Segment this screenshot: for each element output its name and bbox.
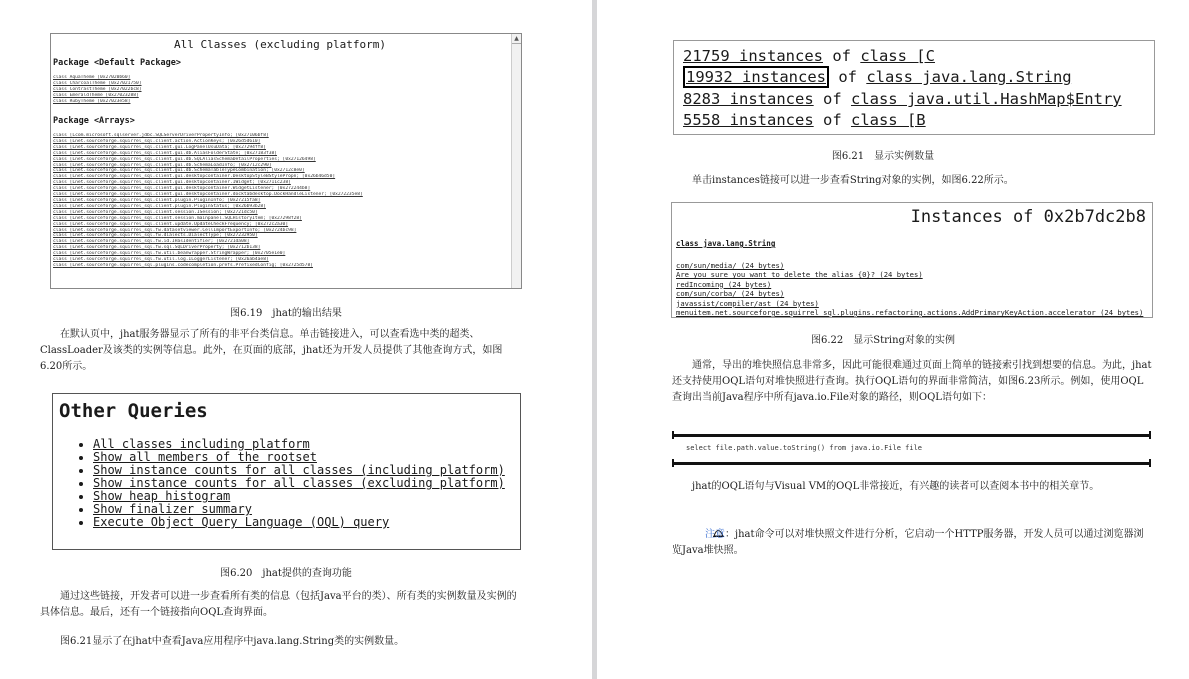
class-link[interactable]: class [Lnet.sourceforge.squirrel_sql.fw.id.IHasIdentifier; [0x2721da08]	[53, 239, 250, 245]
arrays-package-links	[53, 133, 508, 269]
query-link[interactable]: • Show instance counts for all classes (excluding platform)	[93, 477, 505, 490]
class-link[interactable]: class [Lnet.sourceforge.squirrel_sql.client.gui.db.SchemaTableTypeCombination; [0x2712c8e0]	[53, 168, 305, 174]
figure-6-19-screenshot	[50, 33, 522, 289]
instances-link[interactable]: 8283 instances	[683, 90, 814, 108]
scroll-up-arrow-icon[interactable]: ▲	[512, 34, 521, 44]
class-link[interactable]: class [Lnet.sourceforge.squirrel_sql.client.gui.desktopcontainer.IWidget; [0x2711c238]	[53, 180, 291, 186]
query-link[interactable]: • Execute Object Query Language (OQL) query	[93, 516, 505, 529]
other-queries-heading: Other Queries	[59, 400, 208, 422]
figure-6-20-screenshot	[52, 393, 521, 550]
figure-6-21-screenshot	[673, 40, 1155, 135]
class-link[interactable]: class [Lnet.sourceforge.squirrel_sql.client.gui.db.SchemaLoadInfo; [0x2712c290]	[53, 162, 272, 168]
class-link[interactable]: class [Lnet.sourceforge.squirrel_sql.fw.sql.SQLDriverProperty; [0x2712b138]	[53, 245, 261, 251]
code-top-rule	[672, 434, 1151, 437]
note-icon	[692, 527, 705, 538]
instances-heading: Instances of 0x2b7dc2b8	[910, 207, 1146, 227]
instance-link[interactable]: Are you sure you want to delete the alias {0}? (24 bytes)	[676, 270, 923, 280]
instance-row	[683, 47, 935, 65]
figure-6-19-caption: 图6.19 jhat的输出结果	[230, 308, 342, 319]
of-text: of	[828, 68, 867, 86]
class-link[interactable]: class [Lnet.sourceforge.squirrel_sql.fw.util.beanwrapper.StringWrapper; [0x2705e1e0]	[53, 251, 286, 257]
instance-link[interactable]: com/sun/media/ (24 bytes)	[676, 261, 785, 270]
class-link[interactable]: class [Lnet.sourceforge.squirrel_sql.fw.datasetviewer.CellImportExportInfo; [0x2724bc98]	[53, 227, 297, 233]
class-link[interactable]: class RubyTheme [0x27023e58]	[53, 98, 131, 104]
class-link[interactable]: class ContrastTheme [0x27022bc8]	[53, 86, 142, 92]
instance-link[interactable]: javassist/compiler/ast (24 bytes)	[676, 298, 819, 308]
left-page	[0, 0, 592, 679]
paragraph: jhat的OQL语句与Visual VM的OQL非常接近，有兴趣的读者可以查阅本书中的相关章节。	[692, 481, 1100, 492]
class-link[interactable]: class [Lnet.sourceforge.squirrel_sql.client.session.mainpanel.SQLHistoryItem; [0x27298f28]	[53, 215, 302, 221]
class-link[interactable]: class [Lnet.sourceforge.squirrel_sql.client.gui.desktopcontainer.DesktopStyleBStylePropn; [0x26b46d50]	[53, 174, 336, 180]
class-link[interactable]: class java.util.HashMap$Entry	[850, 90, 1122, 108]
class-link[interactable]: class CharcoalTheme [0x27021750]	[53, 80, 142, 86]
class-link[interactable]: class [Lnet.sourceforge.squirrel_sql.plugins.codecompletion.prefs.PrefixedConfig; [0x2725d578]	[53, 262, 313, 268]
class-link[interactable]: class [Lnet.sourceforge.squirrel_sql.client.gui.db.AliasFolderState; [0x27183f38]	[53, 150, 278, 156]
query-link[interactable]: • Show all members of the rootset	[93, 451, 505, 464]
note-paragraph	[672, 527, 1152, 559]
all-classes-title: All Classes (excluding platform)	[174, 38, 386, 51]
class-link[interactable]: class java.lang.String	[866, 68, 1072, 86]
class-link[interactable]: class [Lnet.sourceforge.squirrel_sql.client.gui.desktopcontainer.docktabdesktop.DockHandleListener; [0x272235e8]	[53, 192, 363, 198]
class-link[interactable]: class [Lnet.sourceforge.squirrel_sql.fw.util.log.ILoggerListener; [0x26ab4ae8]	[53, 257, 269, 263]
instances-link[interactable]: 21759 instances	[683, 47, 823, 65]
of-text: of	[813, 111, 851, 129]
instance-link[interactable]: menuitem.net.sourceforge.squirrel_sql.plugins.refactoring.actions.AddPrimaryKeyAction.accelerator (24 bytes)	[676, 308, 1144, 317]
paragraph: 在默认页中，jhat服务器显示了所有的非平台类信息。单击链接进入，可以查看选中类的超类、ClassLoader及该类的实例等信息。此外，在页面的底部，jhat还为开发人员提供了其他查询方式，如图6.20所示。	[40, 329, 503, 372]
queries-list	[75, 438, 505, 529]
default-package-links	[53, 75, 508, 105]
paragraph: 通过这些链接，开发者可以进一步查看所有类的信息（包括Java平台的类）、所有类的实例数量及实例的具体信息。最后，还有一个链接指向OQL查询界面。	[40, 591, 517, 618]
class-link[interactable]: class [Lnet.sourceforge.squirrel_sql.fw.dialects.DialectType; [0x27232950]	[53, 233, 258, 239]
code-bottom-rule	[672, 462, 1151, 465]
class-link[interactable]: class EmeraldTheme [0x27023288]	[53, 92, 139, 98]
note-label: 注意	[705, 529, 725, 540]
class-link[interactable]: class [Lnet.sourceforge.squirrel_sql.client.plugin.PluginInfo; [0x27215fa8]	[53, 197, 261, 203]
query-link[interactable]: • Show finalizer summary	[93, 503, 505, 516]
class-link[interactable]: class [Lnet.sourceforge.squirrel_sql.client.session.ISession; [0x2721dc50]	[53, 209, 258, 215]
figure-6-22-screenshot	[671, 202, 1153, 318]
instance-row	[683, 111, 926, 129]
figure-6-22-caption: 图6.22 显示String对象的实例	[811, 335, 955, 346]
figure-6-20-caption: 图6.20 jhat提供的查询功能	[220, 568, 352, 579]
query-link[interactable]: • Show instance counts for all classes (including platform)	[93, 464, 505, 477]
instances-link-highlighted[interactable]: 19932 instances	[683, 66, 829, 88]
paragraph: 图6.21显示了在jhat中查看Java应用程序中java.lang.String类的实例数量。	[60, 636, 405, 647]
paragraph: 通常，导出的堆快照信息非常多，因此可能很难通过页面上简单的链接索引找到想要的信息。为此，jhat还支持使用OQL语句对堆快照进行查询。执行OQL语句的界面非常简洁，如图6.23所示。例如，使用OQL查询出当前Java程序中所有java.io.File对象的路径，则OQL语句如下：	[672, 360, 1152, 403]
class-link[interactable]: class AquaTheme [0x27020b60]	[53, 75, 131, 80]
paragraph: 单击instances链接可以进一步查看String对象的实例，如图6.22所示。	[692, 175, 1014, 186]
package-default-heading: Package <Default Package>	[53, 58, 181, 68]
package-arrays-heading: Package <Arrays>	[53, 116, 135, 126]
figure-6-21-caption: 图6.21 显示实例数量	[831, 151, 935, 162]
oql-code: select file.path.value.toString() from java.io.File file	[686, 444, 923, 452]
class-link[interactable]: class [B	[850, 111, 926, 129]
class-link[interactable]: class [Lnet.sourceforge.squirrel_sql.client.update.UpdateCheckFrequency; [0x272c2a30]	[53, 221, 289, 227]
query-link[interactable]: • Show heap histogram	[93, 490, 505, 503]
query-link[interactable]: • All classes including platform	[93, 438, 505, 451]
of-text: of	[822, 47, 861, 65]
instances-link[interactable]: 5558 instances	[683, 111, 814, 129]
class-link[interactable]: class [Lnet.sourceforge.squirrel_sql.client.plugin.PluginStatus; [0x26b93b28]	[53, 203, 266, 209]
class-link[interactable]: class java.lang.String	[676, 239, 776, 248]
instance-row	[683, 90, 1122, 108]
class-link[interactable]: class [Lnet.sourceforge.squirrel_sql.client.gui.LogPanelUsuData; [0x27294ff8]	[53, 144, 266, 150]
class-link[interactable]: class [Lnet.sourceforge.squirrel_sql.client.gui.desktopcontainer.WidgetListener; [0x272244b8]	[53, 186, 311, 192]
instance-link[interactable]: redIncoming (24 bytes)	[676, 279, 772, 289]
vertical-scrollbar[interactable]	[511, 34, 521, 288]
of-text: of	[813, 90, 851, 108]
instance-link[interactable]: com/sun/corba/ (24 bytes)	[676, 289, 785, 299]
class-link[interactable]: class [C	[860, 47, 935, 65]
class-link[interactable]: class [Lnet.sourceforge.squirrel_sql.client.gui.db.SQLAliasSchemaDetailProperties; [0x27126498]	[53, 156, 316, 162]
note-text: ：jhat命令可以对堆快照文件进行分析，它启动一个HTTP服务器，开发人员可以通过浏览器浏览Java堆快照。	[672, 529, 1144, 556]
class-link[interactable]: class [Lnet.sourceforge.squirrel_sql.client.action.ActionKeys; [0x26d5d610]	[53, 138, 261, 144]
instance-row	[683, 68, 1072, 86]
class-link[interactable]: class [Lcom.microsoft.sqlserver.jdbc.SQLServerDriverPropertyInfo; [0x27106bf8]	[53, 133, 269, 138]
